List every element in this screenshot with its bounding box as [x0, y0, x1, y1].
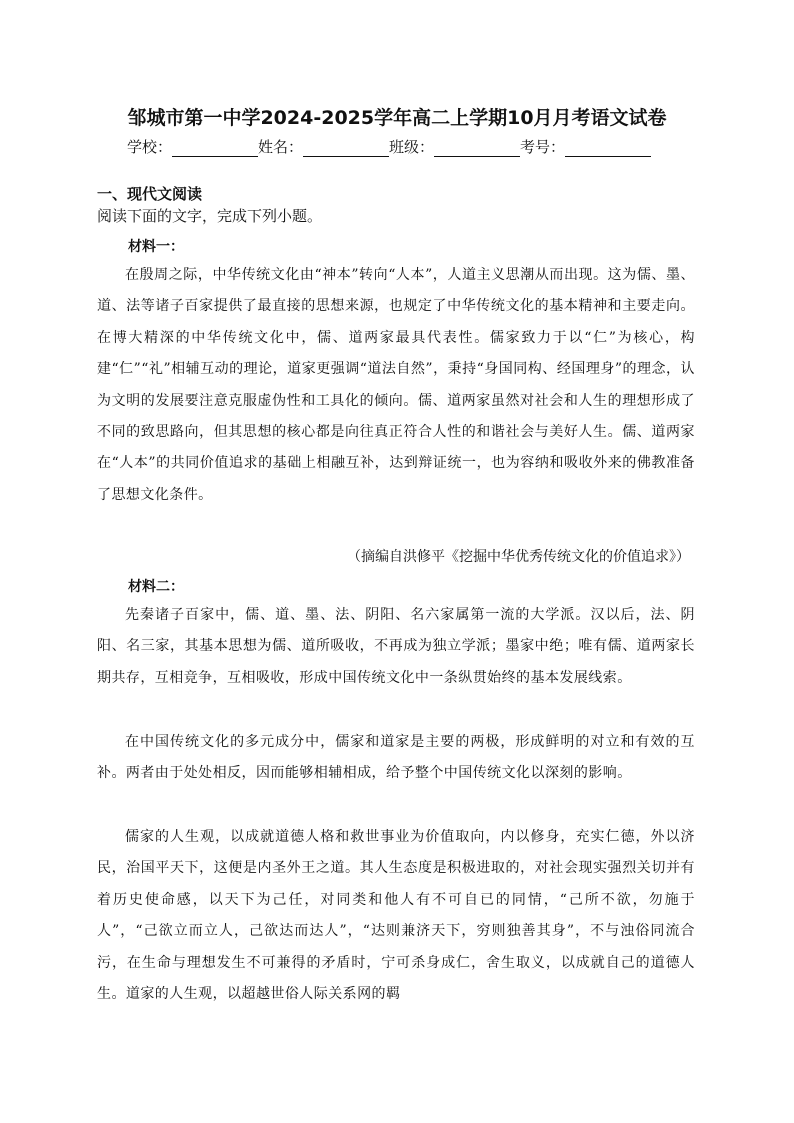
material2-paragraph-3: 儒家的人生观，以成就道德人格和救世事业为价值取向，内以修身，充实仁德，外以济民，治国平天下，这便是内圣外王之道。其人生态度是积极进取的，对社会现实强烈关切并有着历史使命感，以天下为己任，对同类和他人有不可自已的同情，“己所不欲，勿施于人”，“己欲立而立人，己欲达而达人”，“达则兼济天下，穷则独善其身”，不与浊俗同流合污，在生命与理想发生不可兼得的矛盾时，宁可杀身成仁，舍生取义，以成就自己的道德人生。道家的人生观，以超越世俗人际关系网的羁: [97, 829, 695, 1003]
material1-paragraph: 在殷周之际，中华传统文化由“神本”转向“人本”，人道主义思潮从而出现。这为儒、墨、道、法等诸子百家提供了最直接的思想来源，也规定了中华传统文化的基本精神和主要走向。在博大精深的中华传统文化中，儒、道两家最具代表性。儒家致力于以“仁”为核心，构建“仁”“礼”相辅互动的理论，道家更强调“道法自然”，秉持“身国同构、经国理身”的理念，认为文明的发展要注意克服虚伪性和工具化的倾向。儒、道两家虽然对社会和人生的理想形成了不同的致思路向，但其思想的核心都是向往真正符合人性的和谐社会与美好人生。儒、道两家在“人本”的共同价值追求的基础上相融互补，达到辩证统一，也为容纳和吸收外来的佛教准备了思想文化条件。: [97, 267, 695, 503]
class-label: 班级：: [389, 138, 435, 156]
name-blank[interactable]: [303, 141, 389, 157]
section-title: 一、现代文阅读: [97, 185, 203, 203]
material2-heading: 材料二：: [128, 579, 184, 595]
school-blank[interactable]: [172, 141, 258, 157]
student-info-line: [127, 136, 651, 157]
number-blank[interactable]: [565, 141, 651, 157]
material1-heading: 材料一：: [128, 239, 184, 255]
name-label: 姓名：: [258, 138, 304, 156]
number-label: 考号：: [520, 138, 566, 156]
class-blank[interactable]: [434, 141, 520, 157]
school-label: 学校：: [127, 138, 173, 156]
instruction-text: 阅读下面的文字，完成下列小题。: [97, 207, 323, 225]
material2-paragraph-1: 先秦诸子百家中，儒、道、墨、法、阴阳、名六家属第一流的大学派。汉以后，法、阴阳、名三家，其基本思想为儒、道所吸收，不再成为独立学派；墨家中绝；唯有儒、道两家长期共存，互相竞争，互相吸收，形成中国传统文化中一条纵贯始终的基本发展线索。: [97, 607, 695, 686]
exam-title: 邹城市第一中学2024-2025学年高二上学期10月月考语文试卷: [127, 107, 667, 129]
material1-source: （摘编自洪修平《挖掘中华优秀传统文化的价值追求》）: [347, 549, 690, 565]
material2-paragraph-2: 在中国传统文化的多元成分中，儒家和道家是主要的两极，形成鲜明的对立和有效的互补。两者由于处处相反，因而能够相辅相成，给予整个中国传统文化以深刻的影响。: [97, 734, 695, 782]
